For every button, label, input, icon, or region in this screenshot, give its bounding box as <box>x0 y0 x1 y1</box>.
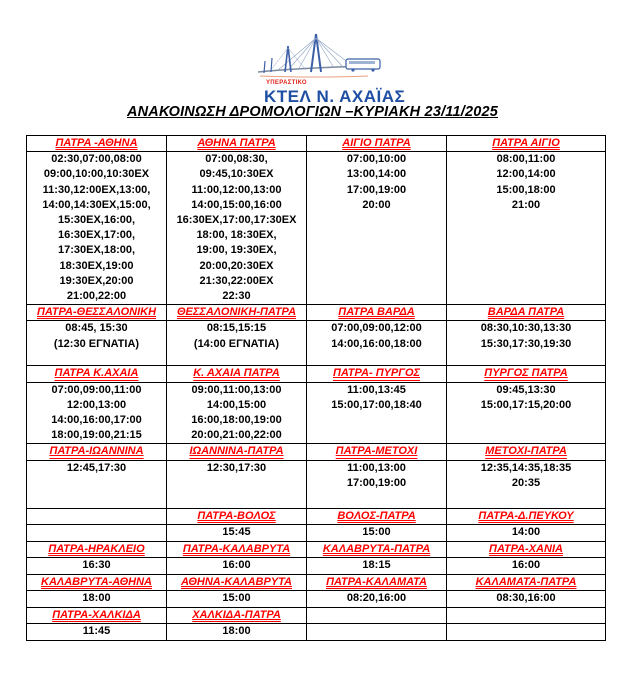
departure-time-line: 12:30,17:30 <box>206 461 267 474</box>
departure-times <box>167 558 307 575</box>
route-header-row <box>27 575 606 591</box>
departure-time-line: 18:00,19:00,21:15 <box>51 429 142 442</box>
departure-time-line: 16:30ΕΧ,17:00, <box>57 229 136 242</box>
departure-times <box>27 321 167 366</box>
route-name: ΠΑΤΡΑ-ΗΡΑΚΛΕΙΟ <box>27 541 167 557</box>
departure-time-line: 08:20,16:00 <box>346 592 407 605</box>
departure-time-line: 18:15 <box>362 559 391 572</box>
departure-time-line: 08:45, 15:30 <box>65 322 128 335</box>
departure-time-line: 14:00,15:00 <box>206 398 267 411</box>
departure-times <box>447 321 606 366</box>
route-header-row <box>27 305 606 321</box>
route-name: ΜΕΤΟΧΙ-ΠΑΤΡΑ <box>447 444 606 460</box>
departure-time-line: 17:00,19:00 <box>346 476 407 489</box>
departure-times <box>167 591 307 608</box>
departure-time-line: 08:30,16:00 <box>496 592 556 605</box>
bridge-and-bus-logo-icon <box>258 28 386 80</box>
route-times-row <box>27 460 606 508</box>
departure-time-line: 21:30,22:00ΕΧ <box>199 274 274 287</box>
route-header-row <box>27 366 606 382</box>
departure-time-line: 21:00 <box>511 198 541 211</box>
departure-time-line: 17:30ΕΧ,18:00, <box>57 244 136 257</box>
departure-time-line: 11:00,13:00 <box>347 461 406 474</box>
departure-times <box>167 152 307 305</box>
departure-time-line: 11:45 <box>82 625 111 638</box>
departure-time-line: 20:00 <box>362 198 391 211</box>
departure-times <box>447 524 606 541</box>
departure-time-line: 15:00,17:00,18:40 <box>331 398 422 411</box>
route-name: ΙΩΑΝΝΙΝΑ-ΠΑΤΡΑ <box>167 444 307 460</box>
page-title: ΑΝΑΚΟΙΝΩΣΗ ΔΡΟΜΟΛΟΓΙΩΝ –ΚΥΡΙΑΚΗ 23/11/2025 <box>126 104 499 120</box>
departure-times <box>27 460 167 508</box>
departure-times <box>27 558 167 575</box>
departure-times <box>447 558 606 575</box>
departure-times <box>167 624 307 641</box>
route-name: ΠΑΤΡΑ-ΚΑΛΑΒΡΥΤΑ <box>167 541 307 557</box>
route-name: ΘΕΣΣΑΛΟΝΙΚΗ-ΠΑΤΡΑ <box>167 305 307 321</box>
departure-time-line: 18:00 <box>82 592 111 605</box>
route-name <box>27 508 167 524</box>
departure-time-line: 12:45,17:30 <box>66 461 127 474</box>
route-times-row <box>27 152 606 305</box>
departure-time-line: 20:00,21:00,22:00 <box>191 429 282 442</box>
route-times-row <box>27 591 606 608</box>
route-header-row <box>27 541 606 557</box>
departure-time-line: (12:30 ΕΓΝΑΤΙΑ) <box>53 337 140 350</box>
logo-brand: ΚΤΕΛ Ν. ΑΧΑΪΑΣ <box>264 87 406 106</box>
departure-times <box>27 624 167 641</box>
route-name: ΧΑΛΚΙΔΑ-ΠΑΤΡΑ <box>167 608 307 624</box>
route-name: ΑΘΗΝΑ-ΚΑΛΑΒΡΥΤΑ <box>167 575 307 591</box>
route-header-row <box>27 508 606 524</box>
departure-times <box>27 382 167 444</box>
route-name: ΠΑΤΡΑ-ΜΕΤΟΧΙ <box>307 444 447 460</box>
departure-time-line: 19:00, 19:30ΕΧ, <box>196 244 277 257</box>
departure-time-line: 09:45,10:30ΕΧ <box>199 168 274 181</box>
departure-time-line: 20:00,20:30ΕΧ <box>199 259 274 272</box>
departure-time-line: 14:00,15:00,16:00 <box>191 198 282 211</box>
departure-time-line: 14:00,16:00,18:00 <box>331 337 422 350</box>
departure-times <box>307 558 447 575</box>
departure-time-line: 15:00,17:15,20:00 <box>480 398 572 411</box>
route-name: ΠΑΤΡΑ-ΒΟΛΟΣ <box>167 508 307 524</box>
departure-time-line: 19:30ΕΧ,20:00 <box>59 274 134 287</box>
departure-time-line: 12:35,14:35,18:35 <box>480 461 572 474</box>
route-name: ΠΑΤΡΑ ΒΑΡΔΑ <box>307 305 447 321</box>
route-name: ΠΑΤΡΑ-Δ.ΠΕΥΚΟΥ <box>447 508 606 524</box>
departure-time-line: 16:00 <box>222 559 251 572</box>
route-name: ΠΑΤΡΑ-ΧΑΝΙΑ <box>447 541 606 557</box>
departure-time-line: 16:30ΕΧ,17:00,17:30ΕΧ <box>176 214 297 227</box>
route-name: ΠΑΤΡΑ-ΧΑΛΚΙΔΑ <box>27 608 167 624</box>
departure-times <box>447 382 606 444</box>
departure-time-line: 18:30ΕΧ,19:00 <box>59 259 134 272</box>
logo-subtitle: ΥΠΕΡΑΣΤΙΚΟ <box>266 80 307 86</box>
route-times-row <box>27 382 606 444</box>
departure-time-line: 22:30 <box>222 290 251 303</box>
route-name: ΚΑΛΑΒΡΥΤΑ-ΠΑΤΡΑ <box>307 541 447 557</box>
departure-time-line: 18:00, 18:30ΕΧ, <box>196 229 277 242</box>
departure-time-line: 11:00,12:00,13:00 <box>191 183 282 196</box>
departure-time-line: 15:00 <box>362 525 391 538</box>
route-name: ΑΙΓΙΟ ΠΑΤΡΑ <box>307 136 447 152</box>
route-header-row <box>27 136 606 152</box>
route-times-row <box>27 524 606 541</box>
departure-times <box>27 524 167 541</box>
route-name: ΑΘΗΝΑ ΠΑΤΡΑ <box>167 136 307 152</box>
route-times-row <box>27 624 606 641</box>
departure-time-line: 07:00,10:00 <box>346 153 407 166</box>
departure-time-line: 20:35 <box>511 476 541 489</box>
route-times-row <box>27 558 606 575</box>
route-name: ΚΑΛΑΜΑΤΑ-ΠΑΤΡΑ <box>447 575 606 591</box>
route-name: ΠΑΤΡΑ Κ.ΑΧΑΙΑ <box>27 366 167 382</box>
departure-time-line: (14:00 ΕΓΝΑΤΙΑ) <box>193 337 280 350</box>
departure-time-line: 02:30,07:00,08:00 <box>51 153 142 166</box>
departure-time-line: 15:00,18:00 <box>496 183 556 196</box>
departure-time-line: 07:00,09:00,12:00 <box>331 322 422 335</box>
departure-time-line: 07:00,09:00,11:00 <box>51 383 142 396</box>
departure-time-line: 15:30ΕΧ,16:00, <box>57 214 136 227</box>
departure-times <box>27 152 167 305</box>
departure-time-line: 21:00,22:00 <box>66 290 127 303</box>
route-header-row <box>27 444 606 460</box>
departure-time-line: 17:00,19:00 <box>346 183 407 196</box>
departure-time-line: 15:30,17:30,19:30 <box>480 337 572 350</box>
departure-time-line: 14:00,16:00,17:00 <box>51 414 142 427</box>
departure-time-line: 11:30,12:00ΕΧ,13:00, <box>42 183 151 196</box>
route-name <box>307 608 447 624</box>
departure-times <box>447 591 606 608</box>
departure-time-line: 15:00 <box>222 592 251 605</box>
departure-times <box>167 321 307 366</box>
departure-times <box>307 382 447 444</box>
schedule-table <box>26 135 606 641</box>
departure-time-line: 16:30 <box>82 559 111 572</box>
departure-time-line: 13:00,14:00 <box>346 168 407 181</box>
route-name <box>447 608 606 624</box>
departure-time-line: 11:00,13:45 <box>347 383 406 396</box>
departure-times <box>167 382 307 444</box>
departure-time-line: 15:45 <box>222 525 251 538</box>
route-name: ΠΑΤΡΑ -ΑΘΗΝΑ <box>27 136 167 152</box>
departure-time-line: 14:00,14:30ΕΧ,15:00, <box>42 198 151 211</box>
route-name: ΒΟΛΟΣ-ΠΑΤΡΑ <box>307 508 447 524</box>
route-name: ΠΑΤΡΑ-ΚΑΛΑΜΑΤΑ <box>307 575 447 591</box>
departure-times <box>307 152 447 305</box>
departure-times <box>167 460 307 508</box>
departure-time-line: 09:00,10:00,10:30ΕΧ <box>43 168 150 181</box>
route-name: Κ. ΑΧΑΙΑ ΠΑΤΡΑ <box>167 366 307 382</box>
departure-time-line: 18:00 <box>222 625 251 638</box>
departure-time-line: 16:00 <box>511 559 541 572</box>
departure-times <box>447 460 606 508</box>
departure-time-line: 09:00,11:00,13:00 <box>191 383 282 396</box>
route-header-row <box>27 608 606 624</box>
departure-times <box>27 591 167 608</box>
route-name: ΠΑΤΡΑ-ΘΕΣΣΑΛΟΝΙΚΗ <box>27 305 167 321</box>
departure-times <box>447 624 606 641</box>
departure-times <box>307 624 447 641</box>
departure-time-line: 07:00,08:30, <box>205 153 268 166</box>
departure-time-line: 12:00,14:00 <box>496 168 556 181</box>
departure-times <box>307 591 447 608</box>
departure-times <box>447 152 606 305</box>
route-name: ΠΑΤΡΑ-ΙΩΑΝΝΙΝΑ <box>27 444 167 460</box>
route-name: ΠΑΤΡΑ- ΠΥΡΓΟΣ <box>307 366 447 382</box>
route-name: ΠΥΡΓΟΣ ΠΑΤΡΑ <box>447 366 606 382</box>
departure-times <box>307 321 447 366</box>
departure-time-line: 08:30,10:30,13:30 <box>480 322 572 335</box>
departure-times <box>167 524 307 541</box>
departure-time-line: 12:00,13:00 <box>66 398 127 411</box>
departure-time-line: 09:45,13:30 <box>496 383 556 396</box>
route-name: ΒΑΡΔΑ ΠΑΤΡΑ <box>447 305 606 321</box>
route-name: ΠΑΤΡΑ ΑΙΓΙΟ <box>447 136 606 152</box>
departure-time-line: 16:00,18:00,19:00 <box>191 414 282 427</box>
departure-time-line: 08:15,15:15 <box>206 322 267 335</box>
route-times-row <box>27 321 606 366</box>
departure-time-line: 14:00 <box>511 525 541 538</box>
departure-times <box>307 524 447 541</box>
route-name: ΚΑΛΑΒΡΥΤΑ-ΑΘΗΝΑ <box>27 575 167 591</box>
ktel-logo <box>258 28 406 106</box>
departure-times <box>307 460 447 508</box>
departure-time-line: 08:00,11:00 <box>496 153 556 166</box>
